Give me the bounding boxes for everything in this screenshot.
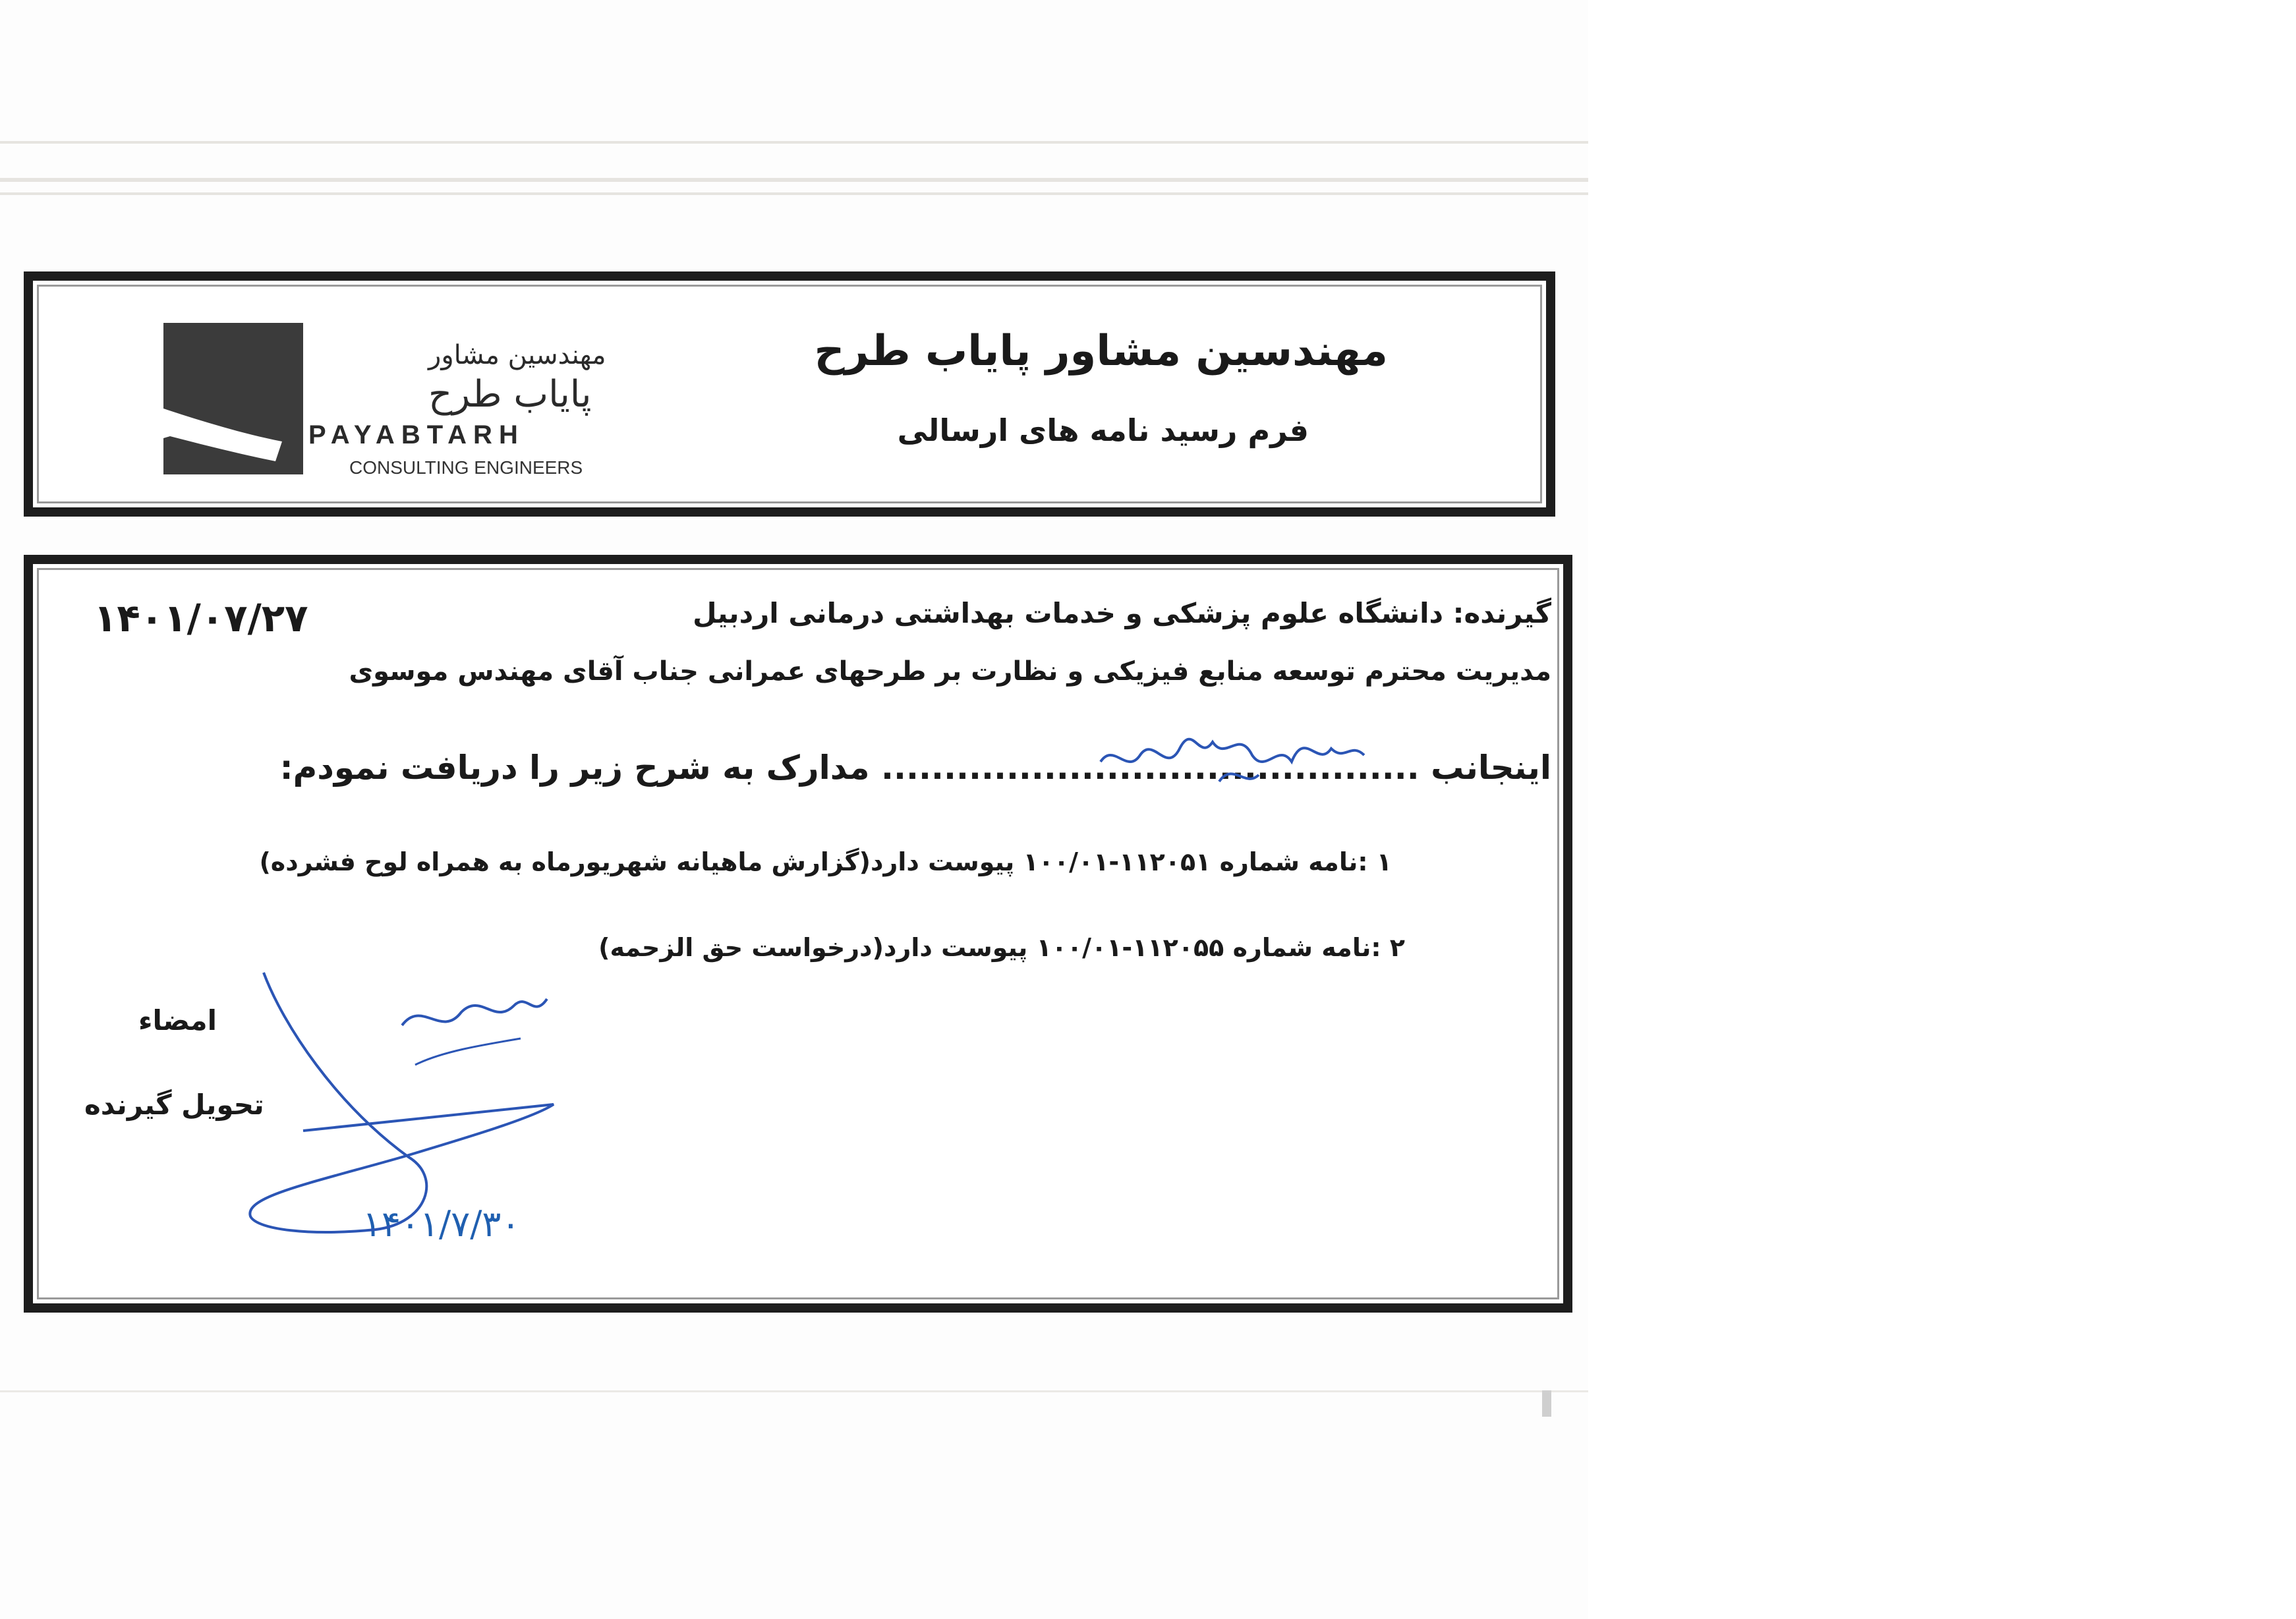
fold-line <box>0 1390 1588 1392</box>
fold-line <box>0 178 1588 182</box>
recipient-line: گیرنده: دانشگاه علوم پزشکی و خدمات بهداشتی درمانی اردبیل <box>693 597 1551 629</box>
company-title: مهندسین مشاور پایاب طرح <box>814 327 1388 376</box>
logo-tagline: CONSULTING ENGINEERS <box>349 457 583 478</box>
receipt-frame <box>24 555 1572 1313</box>
letter-date: ۱۴۰۱/۰۷/۲۷ <box>94 596 308 640</box>
signature-label: امضاء <box>138 1004 217 1037</box>
handwritten-date: ۱۴۰۱/۷/۳۰ <box>362 1203 521 1245</box>
fold-line <box>0 141 1588 144</box>
logo-brand-en: PAYABTARH <box>308 420 525 449</box>
header-frame <box>24 271 1555 517</box>
list-item: ۱ :نامه شماره ۱۱۲۰۵۱-۱۰۰/۰۱ پیوست دارد(گزارش ماهیانه شهریورماه به همراه لوح فشرده) <box>259 847 1392 876</box>
form-title: فرم رسید نامه های ارسالی <box>897 412 1309 448</box>
delivery-label: تحویل گیرنده <box>84 1089 264 1121</box>
fold-line <box>0 192 1588 195</box>
logo-mark <box>163 323 303 474</box>
received-statement: اینجانب ........................................... مدارک به شرح زیر را دریافت نمودم: <box>279 749 1551 787</box>
management-line: مدیریت محترم توسعه منابع فیزیکی و نظارت بر طرحهای عمرانی جناب آقای مهندس موسوی <box>349 656 1551 687</box>
handwritten-signatures <box>33 564 1563 1303</box>
list-item: ۲ :نامه شماره ۱۱۲۰۵۵-۱۰۰/۰۱ پیوست دارد(درخواست حق الزحمه) <box>598 933 1405 962</box>
logo-brand-fa: پایاب طرح <box>428 373 592 416</box>
logo-brand-fa-small: مهندسین مشاور <box>428 340 606 370</box>
logo-stripe-icon <box>163 323 303 474</box>
scan-mark <box>1542 1390 1551 1417</box>
